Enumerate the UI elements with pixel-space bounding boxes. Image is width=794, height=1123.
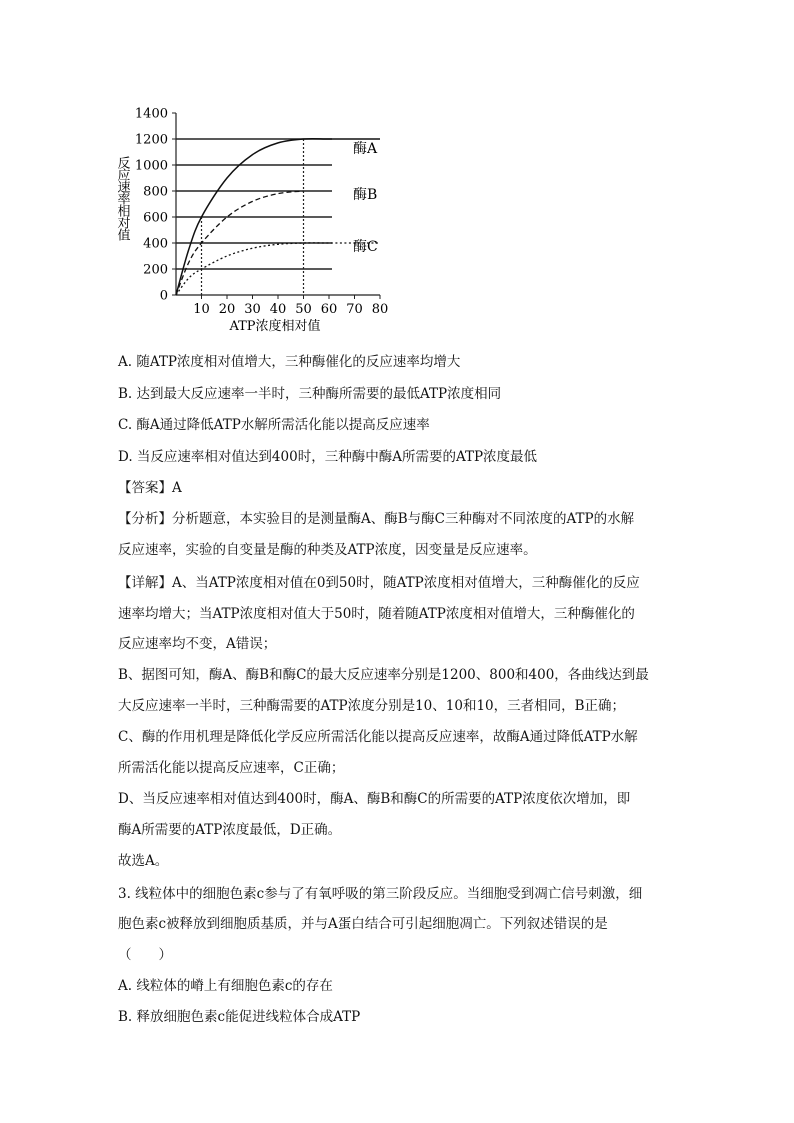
- x-tick-label-20: 20: [218, 302, 236, 317]
- series-label-1: 酶A: [353, 141, 378, 157]
- q3-option-a: A. 线粒体的嵴上有细胞色素c的存在: [118, 978, 333, 994]
- option-d: D. 当反应速率相对值达到400时，三种酶中酶A所需要的ATP浓度最低: [118, 449, 538, 465]
- y-tick-label-600: 600: [143, 210, 168, 226]
- option-a: A. 随ATP浓度相对值增大，三种酶催化的反应速率均增大: [118, 354, 461, 370]
- detail-line-1: 【详解】A、当ATP浓度相对值在0到50时，随ATP浓度相对值增大，三种酶催化的反应: [118, 575, 640, 591]
- detail-line-7: 所需活化能以提高反应速率，C正确；: [118, 760, 345, 776]
- x-tick-label-70: 70: [346, 302, 363, 317]
- answer: 【答案】A: [118, 480, 182, 496]
- y-tick-label-1400: 1400: [134, 106, 168, 122]
- detail-line-8: D、当反应速率相对值达到400时，酶A、酶B和酶C的所需要的ATP浓度依次增加，即: [118, 791, 631, 807]
- y-tick-label-800: 800: [143, 184, 168, 200]
- question3-line-3: （ ）: [118, 947, 172, 963]
- q3-option-b: B. 释放细胞色素c能促进线粒体合成ATP: [118, 1009, 361, 1025]
- x-tick-label-30: 30: [244, 302, 261, 317]
- detail-line-9: 酶A所需要的ATP浓度最低，D正确。: [118, 822, 342, 838]
- x-tick-label-80: 80: [371, 302, 389, 317]
- option-c: C. 酶A通过降低ATP水解所需活化能以提高反应速率: [118, 417, 430, 433]
- detail-line-4: B、据图可知，酶A、酶B和酶C的最大反应速率分别是1200、800和400，各曲线达到最: [118, 667, 649, 683]
- detail-line-6: C、酶的作用机理是降低化学反应所需活化能以提高反应速率，故酶A通过降低ATP水解: [118, 729, 638, 745]
- detail-line-2: 速率均增大；当ATP浓度相对值大于50时，随着随ATP浓度相对值增大，三种酶催化的: [118, 606, 635, 622]
- enzyme-rate-chart: [110, 100, 410, 340]
- question3-line-1: 3. 线粒体中的细胞色素c参与了有氧呼吸的第三阶段反应。当细胞受到凋亡信号刺激，细: [118, 886, 643, 902]
- x-tick-label-50: 50: [295, 302, 312, 317]
- series-label-3: 酶C: [353, 239, 378, 255]
- detail-line-10: 故选A。: [118, 853, 169, 869]
- y-tick-label-1000: 1000: [134, 158, 168, 174]
- x-axis-label: ATP浓度相对值: [229, 319, 321, 334]
- y-tick-label-0: 0: [159, 288, 168, 304]
- x-tick-label-40: 40: [269, 302, 287, 317]
- chart-gridlines: [176, 139, 332, 269]
- y-axis-label: 反应速率相对值: [114, 156, 130, 240]
- y-tick-label-1200: 1200: [134, 132, 168, 148]
- chart-series-labels: [353, 141, 378, 255]
- y-tick-label-200: 200: [143, 262, 168, 278]
- analysis-line-1: 【分析】分析题意，本实验目的是测量酶A、酶B与酶C三种酶对不同浓度的ATP的水解: [118, 511, 635, 527]
- option-b: B. 达到最大反应速率一半时，三种酶所需要的最低ATP浓度相同: [118, 386, 502, 402]
- detail-line-3: 反应速率均不变，A错误；: [118, 636, 277, 652]
- chart-tick-labels: [135, 107, 388, 318]
- x-tick-label-60: 60: [320, 302, 338, 317]
- x-tick-label-10: 10: [193, 302, 210, 317]
- y-tick-label-400: 400: [143, 236, 168, 252]
- series-label-2: 酶B: [353, 187, 378, 203]
- chart-axes: [172, 113, 380, 299]
- analysis-line-2: 反应速率，实验的自变量是酶的种类及ATP浓度，因变量是反应速率。: [118, 542, 537, 558]
- detail-line-5: 大反应速率一半时，三种酶需要的ATP浓度分别是10、10和10，三者相同，B正确；: [118, 698, 626, 714]
- question3-line-2: 胞色素c被释放到细胞质基质，并与A蛋白结合可引起细胞凋亡。下列叙述错误的是: [118, 916, 608, 932]
